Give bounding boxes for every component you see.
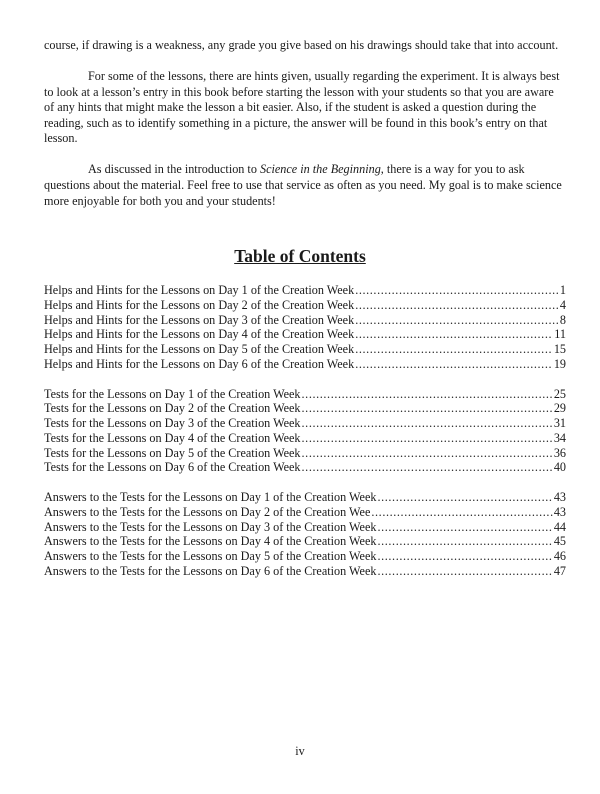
intro-paragraph-2: For some of the lessons, there are hints given, usually regarding the experiment. It is always best to look at a lesson’s entry in this book before starting the lesson with your students so that you are aware of any hints that might make the lesson a bit easier. Also, if the student is asked a question during the reading, such as to identify something in a picture, the answer will be found in this book’s entry on that lesson. (44, 68, 560, 146)
toc-entry-page: 25 (553, 386, 566, 401)
toc-dot-leader (377, 564, 552, 579)
toc-entry-page: 8 (559, 312, 566, 327)
toc-entry-label: Answers to the Tests for the Lessons on Day 4 of the Creation Week (44, 534, 377, 549)
toc-entry-label: Tests for the Lessons on Day 1 of the Creation Week (44, 386, 301, 401)
toc-entry[interactable] (44, 298, 566, 313)
toc-dot-leader (377, 520, 552, 535)
toc-dot-leader (377, 534, 552, 549)
toc-entry[interactable] (44, 416, 566, 431)
toc-entry[interactable] (44, 520, 566, 535)
toc-entry-label: Helps and Hints for the Lessons on Day 4 of the Creation Week (44, 327, 355, 342)
toc-entry-page: 15 (553, 342, 566, 356)
toc-entry-page: 1 (559, 283, 566, 297)
toc-entry-page: 43 (553, 490, 566, 504)
toc-entry-label: Answers to the Tests for the Lessons on Day 2 of the Creation Wee (44, 504, 371, 519)
toc-dot-leader (302, 446, 553, 461)
toc-entry[interactable] (44, 446, 566, 461)
toc-entry-label: Tests for the Lessons on Day 6 of the Creation Week (44, 460, 301, 475)
toc-entry[interactable] (44, 505, 566, 520)
toc-entry[interactable] (44, 431, 566, 446)
toc-dot-leader (355, 313, 559, 328)
toc-entry-page: 36 (553, 445, 566, 460)
toc-entry[interactable] (44, 387, 566, 402)
toc-entry-page: 4 (559, 297, 566, 312)
toc-entry-page: 47 (553, 563, 566, 578)
toc-entry-label: Helps and Hints for the Lessons on Day 3 of the Creation Week (44, 312, 355, 327)
toc-entry[interactable] (44, 283, 566, 298)
page-number: iv (295, 744, 305, 758)
toc-entry-page: 29 (553, 401, 566, 416)
toc-dot-leader (355, 298, 559, 313)
toc-dot-leader (302, 460, 553, 475)
intro-paragraph-3 (44, 162, 564, 209)
table-of-contents (44, 283, 566, 594)
toc-entry[interactable] (44, 534, 566, 549)
toc-entry-page: 44 (553, 519, 566, 534)
toc-group (44, 490, 566, 579)
toc-entry-label: Helps and Hints for the Lessons on Day 6 of the Creation Week (44, 356, 355, 371)
toc-entry-page: 45 (553, 534, 566, 549)
intro-paragraph-1: course, if drawing is a weakness, any grade you give based on his drawings should take that into account. (44, 38, 559, 52)
toc-title: Table of Contents (234, 246, 366, 266)
toc-dot-leader (302, 387, 553, 402)
toc-entry-label: Helps and Hints for the Lessons on Day 2 of the Creation Week (44, 297, 355, 312)
toc-entry[interactable] (44, 460, 566, 475)
intro-paragraph-3-end: , there is a way for you to ask questions about the material. Feel free to use that service as often as you need. My goal is to make science more enjoyable for both you and your students! (44, 162, 562, 208)
toc-dot-leader (302, 431, 553, 446)
toc-entry-label: Answers to the Tests for the Lessons on Day 1 of the Creation Week (44, 490, 377, 504)
toc-entry-page: 46 (553, 549, 566, 563)
toc-entry-label: Answers to the Tests for the Lessons on Day 5 of the Creation Week (44, 549, 377, 563)
toc-dot-leader (377, 490, 552, 505)
toc-entry[interactable] (44, 564, 566, 579)
toc-entry[interactable] (44, 549, 566, 564)
intro-paragraph-3-start: As discussed in the introduction to (88, 162, 260, 177)
toc-dot-leader (371, 505, 552, 520)
toc-dot-leader (355, 283, 559, 298)
toc-group (44, 283, 566, 372)
book-title-reference: Science in the Beginning (259, 162, 381, 177)
toc-dot-leader (302, 416, 553, 431)
intro-text (44, 38, 564, 225)
toc-entry-label: Answers to the Tests for the Lessons on Day 6 of the Creation Week (44, 563, 377, 578)
toc-entry[interactable] (44, 490, 566, 505)
toc-dot-leader (377, 549, 552, 564)
toc-entry[interactable] (44, 342, 566, 357)
toc-entry[interactable] (44, 401, 566, 416)
toc-entry[interactable] (44, 357, 566, 372)
toc-entry[interactable] (44, 313, 566, 328)
toc-entry-label: Answers to the Tests for the Lessons on Day 3 of the Creation Week (44, 519, 377, 534)
toc-dot-leader (355, 327, 553, 342)
toc-dot-leader (355, 342, 553, 357)
toc-entry-label: Tests for the Lessons on Day 5 of the Creation Week (44, 445, 301, 460)
toc-entry-label: Tests for the Lessons on Day 2 of the Creation Week (44, 401, 301, 416)
toc-entry-label: Helps and Hints for the Lessons on Day 5 of the Creation Week (44, 342, 355, 356)
toc-entry-page: 43 (553, 504, 566, 519)
toc-dot-leader (355, 357, 553, 372)
toc-entry-label: Tests for the Lessons on Day 3 of the Creation Week (44, 416, 301, 430)
toc-entry-label: Helps and Hints for the Lessons on Day 1 of the Creation Week (44, 283, 355, 297)
toc-entry[interactable] (44, 327, 566, 342)
toc-dot-leader (302, 401, 553, 416)
toc-entry-label: Tests for the Lessons on Day 4 of the Creation Week (44, 430, 301, 445)
toc-entry-page: 19 (553, 356, 566, 371)
toc-group (44, 387, 566, 476)
toc-entry-page: 40 (553, 460, 566, 475)
toc-entry-page: 34 (553, 430, 566, 445)
toc-entry-page: 31 (553, 416, 566, 430)
toc-entry-page: 11 (554, 327, 566, 342)
